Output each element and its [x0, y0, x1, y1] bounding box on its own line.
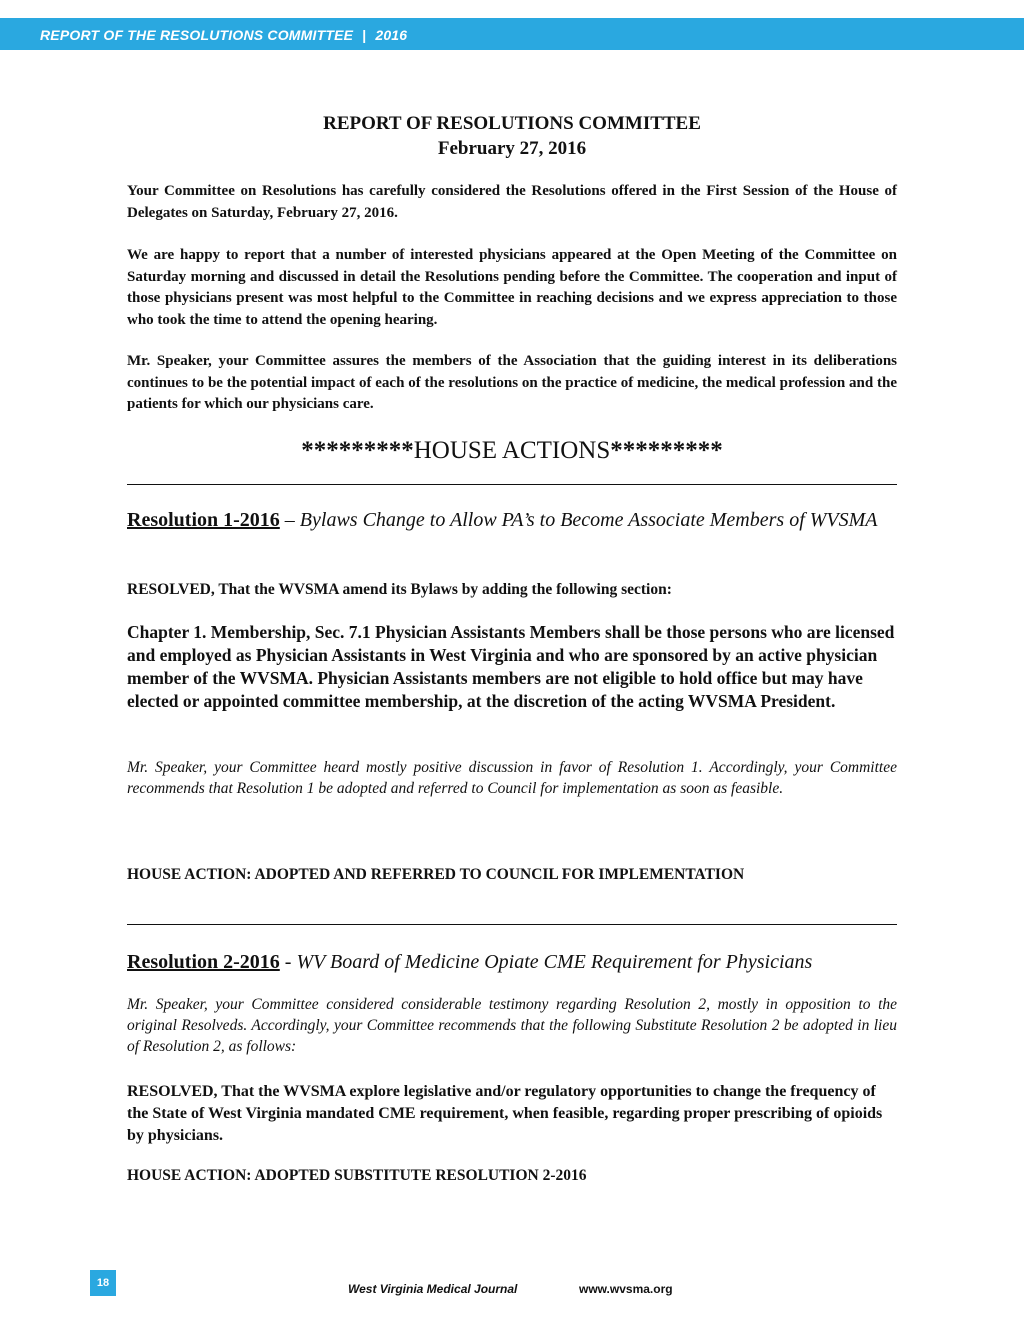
resolution-1-resolved-intro: RESOLVED, That the WVSMA amend its Bylaws by adding the following section: [127, 581, 672, 598]
resolution-1-dash: – [279, 509, 300, 531]
header-year: 2016 [375, 27, 408, 43]
resolution-1-number: Resolution 1-2016 [127, 509, 280, 531]
report-title: REPORT OF RESOLUTIONS COMMITTEE [323, 113, 701, 134]
resolution-2-committee-comment: Mr. Speaker, your Committee considered considerable testimony regarding Resolution 2, mostly in opposition to the original Resolveds. Accordingly, your Committee recommends that the following Substitute Resolution 2 be adopted in lieu of Resolution 2, as follows: [127, 996, 897, 1055]
header-bar [0, 18, 1024, 50]
intro-paragraph-1: Your Committee on Resolutions has carefully considered the Resolutions offered in the First Session of the House of Delegates on Saturday, February 27, 2016. [127, 183, 897, 221]
resolution-1-bylaw-text: Chapter 1. Membership, Sec. 7.1 Physician Assistants Members shall be those persons who are licensed and employed as Physician Assistants in West Virginia and who are sponsored by an active physician member of the WVSMA. Physician Assistants members are not eligible to hold office but may have elected or appointed committee membership, at the discretion of the acting WVSMA President. [127, 622, 895, 711]
footer-journal-name: West Virginia Medical Journal [348, 1282, 518, 1296]
resolution-2-heading [127, 950, 897, 974]
resolution-1-heading [127, 508, 897, 532]
running-header [40, 27, 407, 43]
header-title: REPORT OF THE RESOLUTIONS COMMITTEE [40, 27, 354, 43]
resolution-1-title: Bylaws Change to Allow PA’s to Become Associate Members of WVSMA [299, 509, 878, 531]
header-separator: | [362, 27, 367, 43]
page-number-badge: 18 [90, 1270, 116, 1296]
house-actions-word: HOUSE ACTIONS [413, 437, 611, 464]
house-actions-stars-right: ********* [610, 437, 723, 464]
house-actions-heading [127, 436, 897, 466]
footer-url[interactable]: www.wvsma.org [579, 1282, 673, 1296]
resolution-2-house-action: HOUSE ACTION: ADOPTED SUBSTITUTE RESOLUTION 2-2016 [127, 1167, 587, 1184]
report-date: February 27, 2016 [437, 138, 587, 159]
intro-paragraph-2: We are happy to report that a number of interested physicians appeared at the Open Meeting of the Committee on Saturday morning and discussed in detail the Resolutions pending before the Committee. The cooperation and input of those physicians present was most helpful to the Committee in reaching decisions and we express appreciation to those who took the time to attend the opening hearing. [127, 247, 897, 328]
divider-rule [127, 924, 897, 925]
resolution-2-number: Resolution 2-2016 [127, 951, 280, 973]
divider-rule [127, 484, 897, 485]
intro-paragraph-3: Mr. Speaker, your Committee assures the members of the Association that the guiding interest in its deliberations continues to be the potential impact of each of the resolutions on the practice of medicine, the medical profession and the patients for which our physicians care. [127, 353, 897, 412]
resolution-1-committee-comment: Mr. Speaker, your Committee heard mostly positive discussion in favor of Resolution 1. Accordingly, your Committee recommends that Resolution 1 be adopted and referred to Council for implementation as soon as feasible. [127, 759, 897, 797]
resolution-2-resolved: RESOLVED, That the WVSMA explore legislative and/or regulatory opportunities to change the frequency of the State of West Virginia mandated CME requirement, when feasible, regarding proper prescribing of opioids by physicians. [127, 1083, 883, 1144]
resolution-2-dash: - [279, 951, 297, 973]
house-actions-stars-left: ********* [301, 437, 414, 464]
resolution-1-house-action: HOUSE ACTION: ADOPTED AND REFERRED TO COUNCIL FOR IMPLEMENTATION [127, 866, 745, 883]
resolution-2-title: WV Board of Medicine Opiate CME Requirement for Physicians [296, 951, 813, 973]
